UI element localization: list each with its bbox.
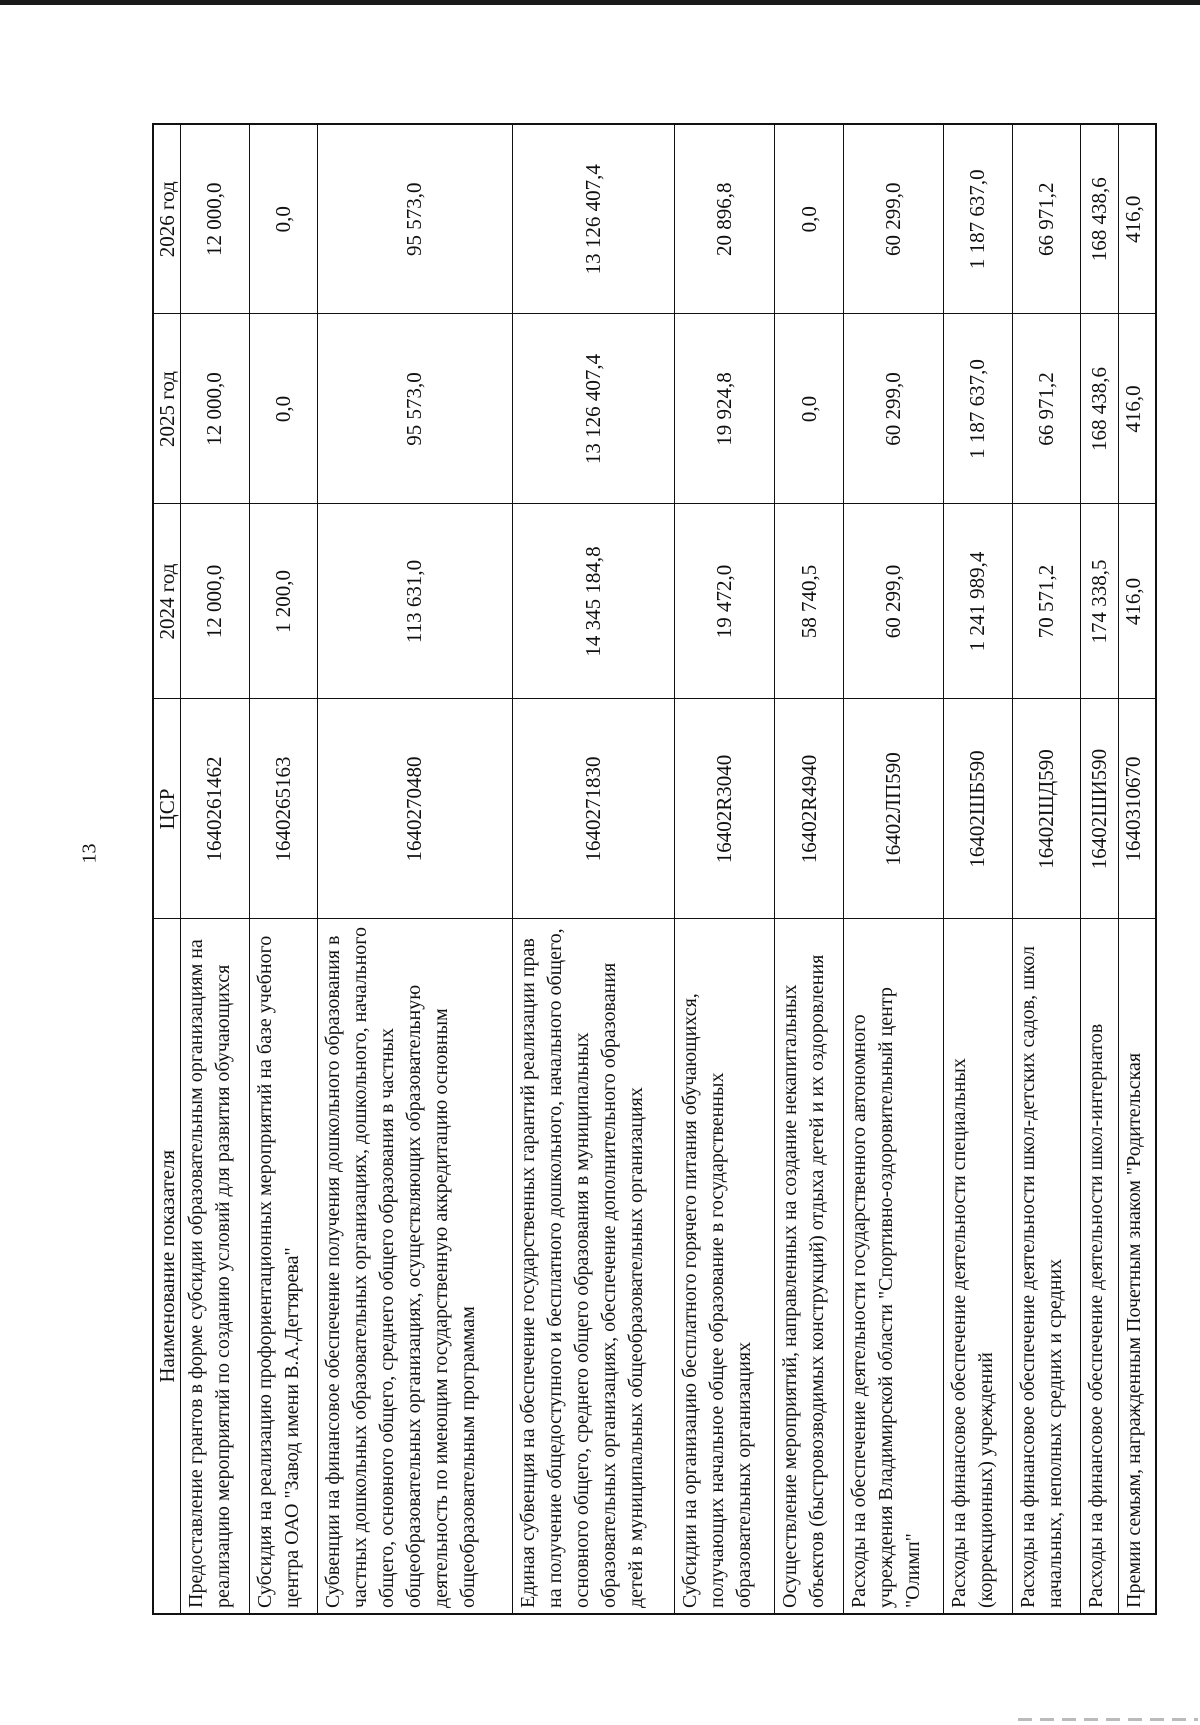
page-number: 13 [78,843,101,864]
table-row [675,124,775,1614]
cell-csr: 1640310670 [1118,699,1156,919]
scan-top-edge [0,0,1200,5]
table-row [318,124,512,1614]
cell-name: Субсидии на организацию бесплатного горячего питания обучающихся, получающих начальное общее образование в государственных образовательных организациях [675,919,775,1614]
cell-csr: 1640265163 [249,699,318,919]
cell-2025: 60 299,0 [844,314,944,504]
cell-csr: 16402ШД590 [1012,699,1081,919]
cell-name: Премии семьям, награжденным Почетным знаком "Родительская [1118,919,1156,1614]
cell-name: Единая субвенция на обеспечение государственных гарантий реализации прав на получение общедоступного и бесплатного дошкольного, начального общего, основного общего, среднего общего образования в муниципальных образовательных организациях, обеспечение дополнительного образования детей в муниципальных общеобразовательных организациях [512,919,675,1614]
rotated-table-container [152,125,1157,1615]
table-row [944,124,1013,1614]
cell-2026: 66 971,2 [1012,124,1081,314]
header-2024: 2024 год [153,504,181,699]
cell-name: Расходы на обеспечение деятельности государственного автономного учреждения Владимирской области "Спортивно-оздоровительный центр "Олимп" [844,919,944,1614]
cell-2024: 58 740,5 [775,504,844,699]
scan-artifact [1018,1718,1198,1721]
cell-name: Расходы на финансовое обеспечение деятельности школ-интернатов [1081,919,1118,1614]
cell-name: Субвенции на финансовое обеспечение получения дошкольного образования в частных дошкольных образовательных организациях, дошкольного, начального общего, основного общего, среднего общего образования в частных общеобразовательных организациях, осуществляющих образовательную деятельность по имеющим государственную аккредитацию основным общеобразовательным программам [318,919,512,1614]
cell-2025: 19 924,8 [675,314,775,504]
cell-2025: 1 187 637,0 [944,314,1013,504]
table-header-row [153,124,181,1614]
table-row [775,124,844,1614]
cell-2025: 0,0 [249,314,318,504]
cell-2026: 60 299,0 [844,124,944,314]
table-row [249,124,318,1614]
cell-csr: 1640271830 [512,699,675,919]
cell-name: Расходы на финансовое обеспечение деятельности школ-детских садов, школ начальных, неполных средних и средних [1012,919,1081,1614]
cell-2024: 19 472,0 [675,504,775,699]
budget-table [152,123,1157,1615]
header-csr: ЦСР [153,699,181,919]
table-row [1012,124,1081,1614]
cell-2026: 168 438,6 [1081,124,1118,314]
header-2026: 2026 год [153,124,181,314]
table-row [181,124,250,1614]
cell-2024: 14 345 184,8 [512,504,675,699]
cell-2024: 12 000,0 [181,504,250,699]
cell-2026: 13 126 407,4 [512,124,675,314]
cell-csr: 16402ЛП590 [844,699,944,919]
cell-csr: 16402ШИ590 [1081,699,1118,919]
table-row [512,124,675,1614]
cell-2025: 95 573,0 [318,314,512,504]
table-row [1118,124,1156,1614]
cell-name: Предоставление грантов в форме субсидии образовательным организациям на реализацию мероприятий по созданию условий для развития обучающихся [181,919,250,1614]
header-name: Наименование показателя [153,919,181,1614]
header-2025: 2025 год [153,314,181,504]
cell-csr: 16402R3040 [675,699,775,919]
cell-2024: 1 200,0 [249,504,318,699]
cell-2025: 12 000,0 [181,314,250,504]
cell-2026: 0,0 [249,124,318,314]
cell-2024: 416,0 [1118,504,1156,699]
cell-csr: 16402ШБ590 [944,699,1013,919]
cell-csr: 1640270480 [318,699,512,919]
cell-2025: 66 971,2 [1012,314,1081,504]
table-row [844,124,944,1614]
cell-2026: 1 187 637,0 [944,124,1013,314]
cell-2025: 416,0 [1118,314,1156,504]
cell-csr: 16402R4940 [775,699,844,919]
cell-2026: 20 896,8 [675,124,775,314]
table-row [1081,124,1118,1614]
cell-2026: 95 573,0 [318,124,512,314]
cell-name: Осуществление мероприятий, направленных на создание некапитальных объектов (быстровозводимых конструкций) отдыха детей и их оздоровления [775,919,844,1614]
cell-name: Субсидия на реализацию профориентационных мероприятий на базе учебного центра ОАО "Завод имени В.А.Дегтярева" [249,919,318,1614]
cell-2026: 12 000,0 [181,124,250,314]
cell-2024: 1 241 989,4 [944,504,1013,699]
cell-2025: 13 126 407,4 [512,314,675,504]
cell-2026: 0,0 [775,124,844,314]
cell-2024: 113 631,0 [318,504,512,699]
cell-2026: 416,0 [1118,124,1156,314]
cell-2024: 70 571,2 [1012,504,1081,699]
cell-2024: 60 299,0 [844,504,944,699]
cell-name: Расходы на финансовое обеспечение деятельности специальных (коррекционных) учреждений [944,919,1013,1614]
cell-csr: 1640261462 [181,699,250,919]
cell-2025: 168 438,6 [1081,314,1118,504]
cell-2024: 174 338,5 [1081,504,1118,699]
cell-2025: 0,0 [775,314,844,504]
